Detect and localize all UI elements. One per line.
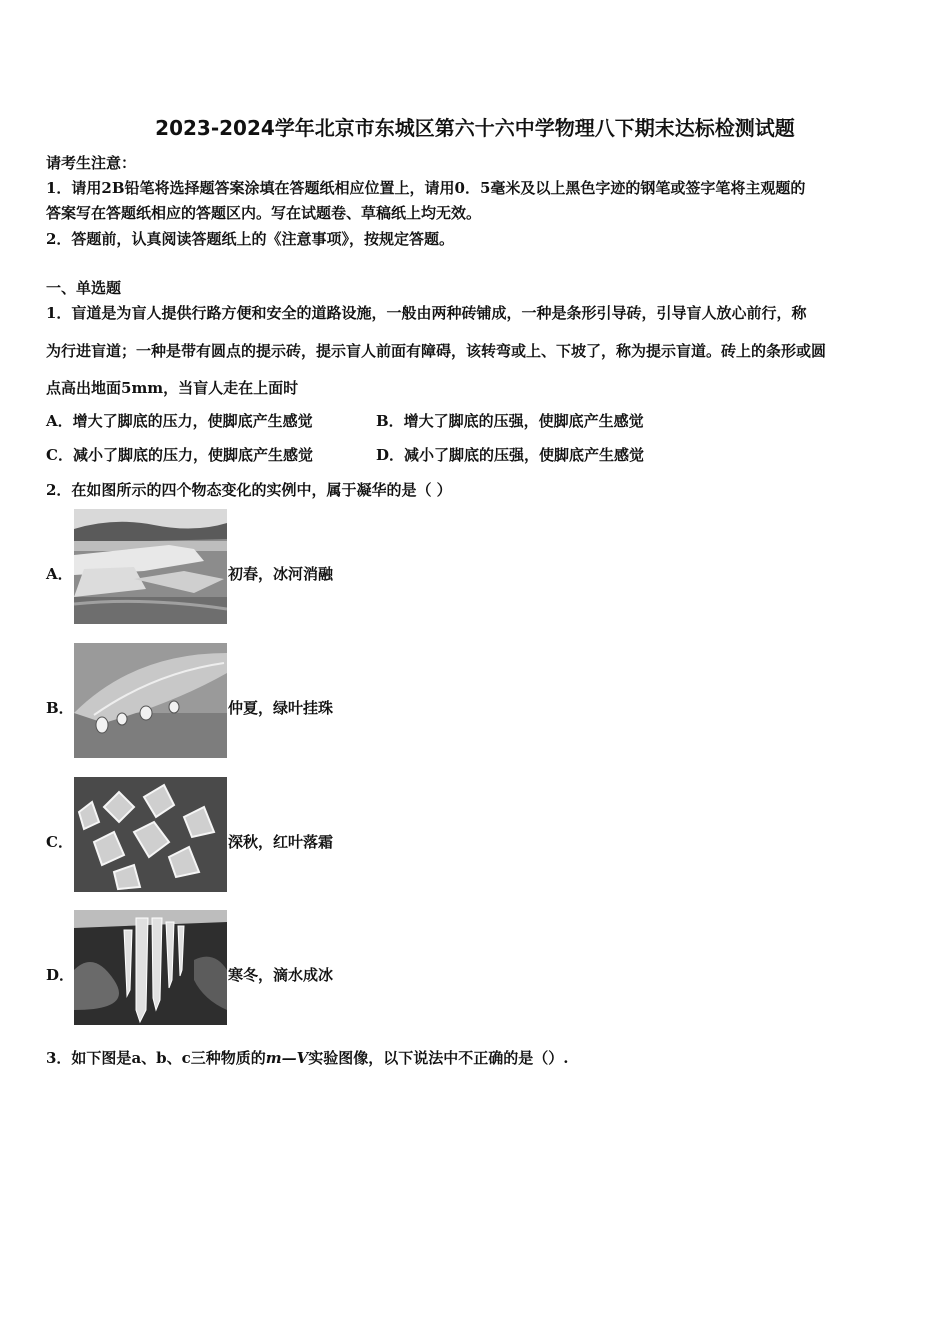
notice-heading: 请考生注意： (46, 154, 137, 172)
page-title: 2023-2024学年北京市东城区第六十六中学物理八下期末达标检测试题 (155, 116, 795, 140)
q1-stem-line-3: 点高出地面5mm，当盲人走在上面时 (46, 379, 299, 397)
section-heading: 一、单选题 (46, 279, 122, 297)
q3-variable: m—V (265, 1049, 309, 1067)
melting-ice-photo (74, 509, 227, 624)
q2-option-b-caption: 仲夏，绿叶挂珠 (228, 699, 334, 717)
q2-option-d-caption: 寒冬，滴水成冰 (228, 966, 334, 984)
q1-stem-line-2: 为行进盲道；一种是带有圆点的提示砖，提示盲人前面有障碍，该转弯或上、下坡了，称为提示盲道。砖上的条形或圆 (46, 342, 827, 360)
notice-item-1-line-1: 1．请用2B铅笔将选择题答案涂填在答题纸相应位置上，请用0．5毫米及以上黑色字迹的钢笔或签字笔将主观题的 (46, 179, 806, 197)
notice-item-1-line-2: 答案写在答题纸相应的答题区内。写在试题卷、草稿纸上均无效。 (46, 204, 482, 222)
q2-stem: 2．在如图所示的四个物态变化的实例中，属于凝华的是（ ） (46, 481, 452, 499)
q3-stem (46, 1047, 569, 1068)
q3-stem-prefix: 3．如下图是a、b、c三种物质的 (46, 1049, 266, 1067)
frost-leaves-photo (74, 777, 227, 892)
icicles-photo (74, 910, 227, 1025)
q3-stem-suffix: 实验图像，以下说法中不正确的是（）. (308, 1049, 569, 1067)
dew-leaf-photo (74, 643, 227, 758)
q2-option-d-letter: D． (46, 966, 75, 984)
q1-option-c: C．减小了脚底的压力，使脚底产生感觉 (46, 446, 313, 464)
q1-option-a: A．增大了脚底的压力，使脚底产生感觉 (46, 412, 313, 430)
q2-option-c-caption: 深秋，红叶落霜 (228, 833, 334, 851)
q1-option-b: B．增大了脚底的压强，使脚底产生感觉 (376, 412, 644, 430)
q2-option-a-caption: 初春，冰河消融 (228, 565, 334, 583)
q2-option-c-letter: C． (46, 833, 73, 851)
notice-item-2: 2．答题前，认真阅读答题纸上的《注意事项》，按规定答题。 (46, 230, 454, 248)
q1-option-d: D．减小了脚底的压强，使脚底产生感觉 (376, 446, 645, 464)
q1-stem-line-1: 1．盲道是为盲人提供行路方便和安全的道路设施，一般由两种砖铺成，一种是条形引导砖，引导盲人放心前行，称 (46, 304, 807, 322)
q2-option-b-letter: B． (46, 699, 74, 717)
q2-option-a-letter: A． (46, 565, 73, 583)
